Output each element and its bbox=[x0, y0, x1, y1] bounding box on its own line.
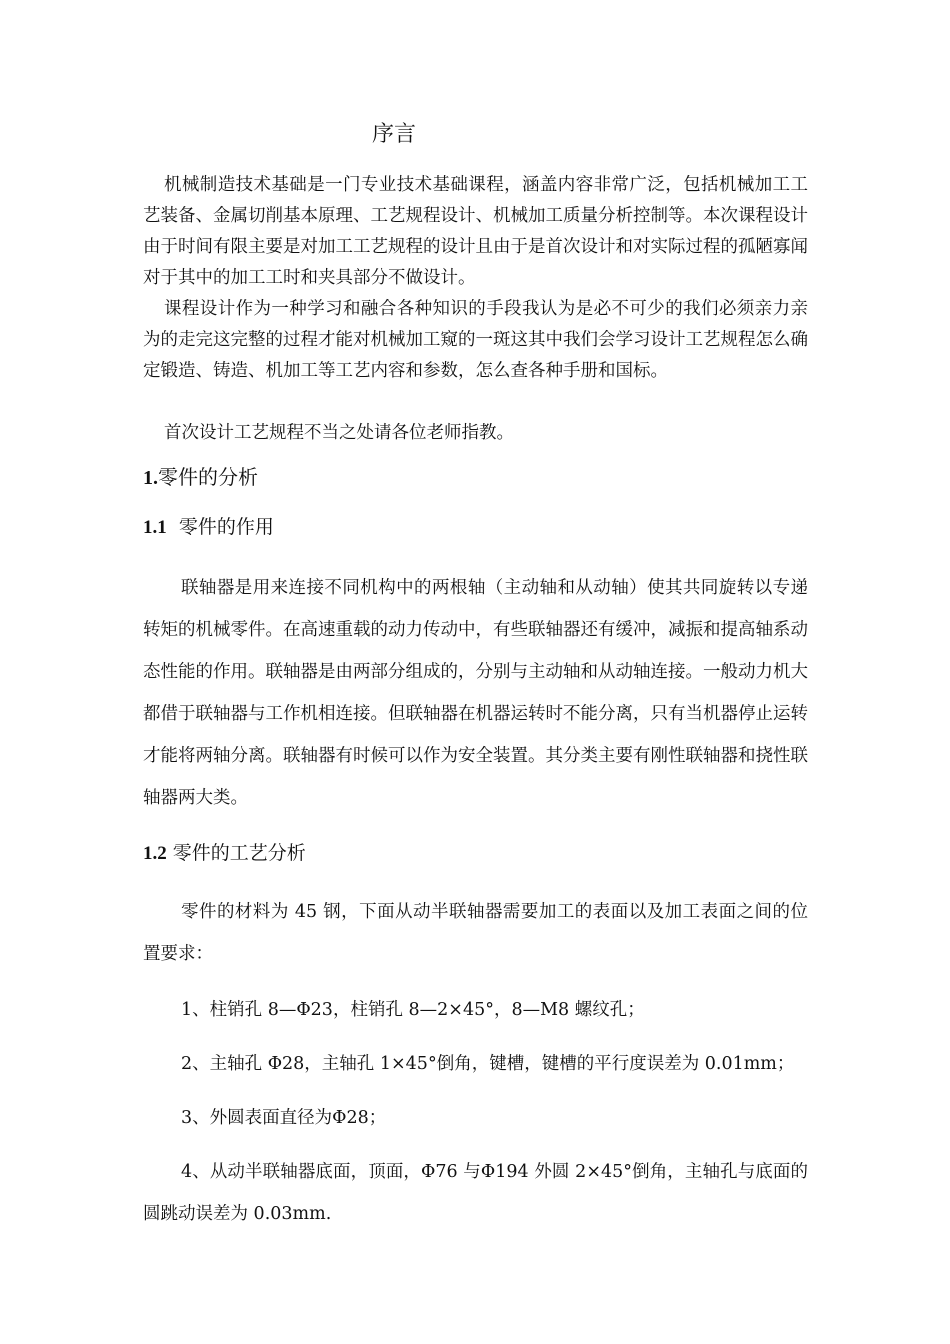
preface-paragraph-3: 首次设计工艺规程不当之处请各位老师指教。 bbox=[164, 423, 514, 443]
requirement-item-2: 2、主轴孔 Φ28，主轴孔 1×45°倒角，键槽，键槽的平行度误差为 0.01mm； bbox=[181, 1054, 795, 1074]
section-1-2-intro: 零件的材料为 45 钢，下面从动半联轴器需要加工的表面以及加工表面之间的位置要求： bbox=[143, 902, 808, 964]
section-1-title: 零件的分析 bbox=[158, 465, 258, 489]
section-1-1-title: 零件的作用 bbox=[178, 516, 274, 538]
section-1-1-body: 联轴器是用来连接不同机构中的两根轴（主动轴和从动轴）使其共同旋转以专递转矩的机械零件。在高速重载的动力传动中，有些联轴器还有缓冲，减振和提高轴系动态性能的作用。联轴器是由两部分组成的，分别与主动轴和从动轴连接。一般动力机大都借于联轴器与工作机相连接。但联轴器在机器运转时不能分离，只有当机器停止运转才能将两轴分离。联轴器有时候可以作为安全装置。其分类主要有刚性联轴器和挠性联轴器两大类。 bbox=[143, 578, 808, 808]
preface-title: 序言 bbox=[372, 122, 417, 147]
section-1-2-heading bbox=[143, 838, 808, 869]
preface-paragraph-2: 课程设计作为一种学习和融合各种知识的手段我认为是必不可少的我们必须亲力亲为的走完这完整的过程才能对机械加工窥的一斑这其中我们会学习设计工艺规程怎么确定锻造、铸造、机加工等工艺内容和参数，怎么查各种手册和国标。 bbox=[143, 299, 808, 381]
section-1-number: 1. bbox=[143, 467, 158, 489]
section-1-heading bbox=[143, 462, 808, 493]
section-1-2-title: 零件的工艺分析 bbox=[172, 842, 306, 864]
section-1-1-number: 1.1 bbox=[143, 517, 167, 538]
preface-paragraph-1: 机械制造技术基础是一门专业技术基础课程，涵盖内容非常广泛，包括机械加工工艺装备、金属切削基本原理、工艺规程设计、机械加工质量分析控制等。本次课程设计由于时间有限主要是对加工工艺规程的设计且由于是首次设计和对实际过程的孤陋寡闻对于其中的加工工时和夹具部分不做设计。 bbox=[143, 175, 808, 288]
section-1-2-number: 1.2 bbox=[143, 843, 167, 864]
requirement-item-4: 4、从动半联轴器底面，顶面，Φ76 与Φ194 外圆 2×45°倒角，主轴孔与底面的圆跳动误差为 0.03mm. bbox=[143, 1162, 808, 1224]
requirement-item-3: 3、外圆表面直径为Φ28； bbox=[181, 1108, 387, 1128]
section-1-1-heading bbox=[143, 512, 808, 543]
requirement-item-1: 1、柱销孔 8—Φ23，柱销孔 8—2×45°，8—M8 螺纹孔； bbox=[181, 1000, 645, 1020]
